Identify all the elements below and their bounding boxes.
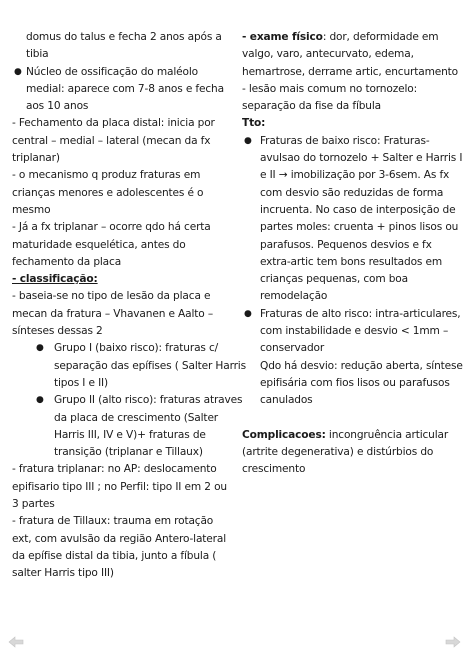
blank-line [242, 410, 460, 427]
text-line: maturidade esquelética, antes do [12, 238, 186, 251]
bullet-nucleo-ossificacao [12, 64, 225, 116]
exame-fisico-block [242, 29, 460, 115]
complicacoes-label: Complicacoes: [242, 428, 326, 441]
text-line: - o mecanismo q produz fraturas em [12, 169, 201, 182]
text-line: epifisario tipo III ; no Perfil: tipo II em 2 ou [12, 480, 227, 493]
text-line: fechamento da placa [12, 255, 122, 268]
paragraph-fx-triplanar [12, 219, 225, 271]
text-line: (artrite degenerativa) e distúrbios do [242, 446, 434, 459]
text-line: extra-artic tem bons resultados em [260, 255, 443, 268]
text-line: triplanar) [12, 152, 60, 165]
right-column [242, 29, 463, 479]
text-line: mesmo [12, 203, 51, 216]
text-line: Grupo II (alto risco): fraturas atraves [54, 394, 243, 407]
text-line: tibia [26, 48, 49, 61]
text-line: crescimento [242, 463, 306, 476]
tto-heading: Tto: [242, 117, 266, 130]
text-line: avulsao do tornozelo + Salter e Harris I [260, 152, 463, 165]
bullet-grupo-1 [12, 340, 246, 392]
left-arrow-icon[interactable] [8, 636, 24, 648]
text-line: epifisária com fios lisos ou parafusos [260, 376, 450, 389]
classificacao-heading: - classificação: [12, 273, 98, 286]
text-line: da epífise distal da tibia, junto a fíbula ( [12, 549, 217, 562]
text-line: - lesão mais comum no tornozelo: [242, 82, 418, 95]
text-line: Fraturas de baixo risco: Fraturas- [260, 134, 430, 147]
text-line: - fratura de Tillaux: trauma em rotação [12, 515, 214, 528]
exame-fisico-label: - exame físico [242, 31, 323, 43]
left-column [12, 29, 246, 583]
bullet-grupo-2 [12, 392, 243, 461]
bullet-baixo-risco [242, 133, 463, 306]
text-line: salter Harris tipo III) [12, 567, 114, 580]
paragraph-fratura-triplanar [12, 461, 225, 513]
text-line: crianças menores e adolescentes é o [12, 186, 204, 199]
text-line: Núcleo de ossificação do maléolo [26, 65, 198, 78]
text-line: e II → imobilização por 3-6sem. As fx [260, 169, 450, 182]
text-line: aos 10 anos [26, 100, 89, 113]
text-line: domus do talus e fecha 2 anos após a [26, 31, 222, 43]
text-line: canulados [260, 394, 313, 407]
text-line: hemartrose, derrame artic, encurtamento [242, 65, 459, 78]
text-line: incruenta. No caso de interposição de [260, 203, 456, 216]
text-line: partes moles: cruenta + pinos lisos ou [260, 221, 459, 234]
text-line: : dor, deformidade em [322, 31, 439, 43]
text-line: crianças pequenas, com boa [260, 273, 408, 286]
continued-bullet-text [12, 29, 225, 64]
text-line: 3 partes [12, 498, 55, 511]
text-line: - Já a fx triplanar – ocorre qdo há certa [12, 221, 211, 234]
text-line: - baseia-se no tipo de lesão da placa e [12, 290, 211, 303]
bullet-icon: ● [244, 308, 252, 319]
bullet-icon: ● [36, 395, 44, 406]
paragraph-fratura-tillaux [12, 513, 225, 582]
paragraph-baseia [12, 288, 225, 340]
bullet-icon: ● [244, 135, 252, 146]
text-line: parafusos. Pequenos desvios e fx [260, 238, 432, 251]
text-line: com desvio são reduzidas de forma [260, 186, 444, 199]
text-line: medial: aparece com 7-8 anos e fecha [26, 82, 224, 95]
text-line: - Fechamento da placa distal: inicia por [12, 117, 215, 130]
text-line: tipos I e II) [54, 376, 108, 389]
paragraph-fechamento [12, 115, 225, 167]
text-line: sínteses dessas 2 [12, 325, 103, 338]
text-line: Grupo I (baixo risco): fraturas c/ [54, 342, 219, 355]
text-line: valgo, varo, antecurvato, edema, [242, 48, 414, 61]
text-line: da placa de crescimento (Salter [54, 411, 219, 424]
paragraph-mecanismo [12, 167, 225, 219]
text-line: mecan da fratura – Vhavanen e Aalto – [12, 307, 213, 320]
text-line: - fratura triplanar: no AP: deslocamento [12, 463, 217, 476]
text-line: transição (triplanar e Tillaux) [54, 446, 203, 459]
text-line: remodelação [260, 290, 328, 303]
complicacoes-block [242, 427, 460, 479]
text-line: Fraturas de alto risco: intra-articulares, [260, 307, 461, 320]
right-arrow-icon[interactable] [445, 636, 461, 648]
text-line: com instabilidade e desvio < 1mm – [260, 325, 449, 338]
text-line: conservador [260, 342, 325, 355]
text-line: ext, com avulsão da região Antero-lateral [12, 532, 226, 545]
bullet-icon: ● [36, 343, 44, 354]
text-line: Harris III, IV e V)+ fraturas de [54, 428, 206, 441]
text-line: central – medial – lateral (mecan da fx [12, 134, 211, 147]
text-line: separação das epífises ( Salter Harris [54, 359, 246, 372]
text-line: Qdo há desvio: redução aberta, síntese [260, 359, 463, 372]
text-line: separação da fise da fíbula [242, 100, 382, 113]
text-line: incongruência articular [325, 428, 449, 441]
bullet-alto-risco [242, 306, 463, 410]
bullet-icon: ● [14, 66, 22, 77]
